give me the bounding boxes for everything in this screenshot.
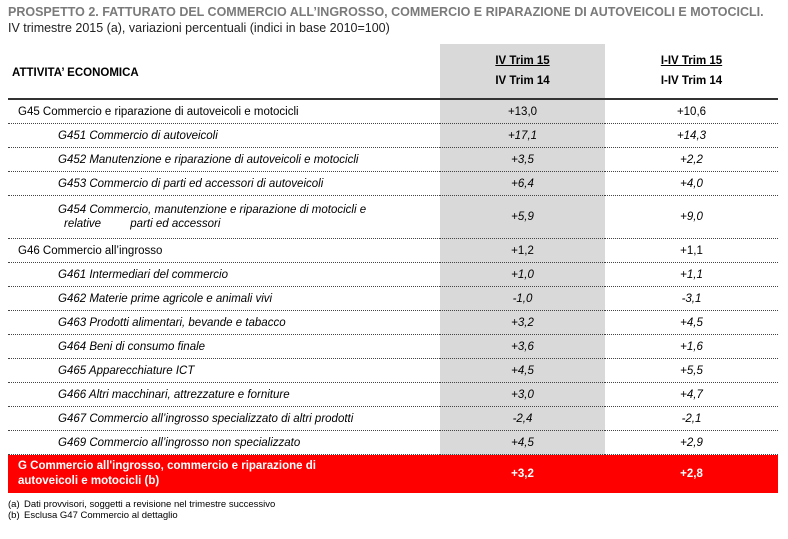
footnote-key: (a) xyxy=(8,499,20,510)
row-value-q: +4,5 xyxy=(440,431,605,455)
header-col2-top: I-IV Trim 15 xyxy=(660,55,723,67)
row-label: G464 Beni di consumo finale xyxy=(8,335,440,359)
table-row xyxy=(8,239,778,263)
row-value-year: +2,2 xyxy=(605,148,778,172)
row-value-year: -3,1 xyxy=(605,287,778,311)
table-row xyxy=(8,311,778,335)
row-value-year: +4,7 xyxy=(605,383,778,407)
header-row xyxy=(8,44,778,99)
row-value-year: +5,5 xyxy=(605,359,778,383)
table-row xyxy=(8,383,778,407)
footnote-text: Esclusa G47 Commercio al dettaglio xyxy=(24,510,178,521)
header-col1-bottom: IV Trim 14 xyxy=(495,75,550,87)
data-table xyxy=(8,44,778,493)
row-value-year: +9,0 xyxy=(605,196,778,239)
row-label: G469 Commercio all’ingrosso non specializzato xyxy=(8,431,440,455)
row-label: G462 Materie prime agricole e animali vivi xyxy=(8,287,440,311)
footnote-text: Dati provvisori, soggetti a revisione nel trimestre successivo xyxy=(24,499,276,510)
title-bold: PROSPETTO 2. FATTURATO DEL COMMERCIO ALL’INGROSSO, COMMERCIO E RIPARAZIONE DI AUTOVEICOLI E MOTOCICLI. xyxy=(8,5,764,19)
row-label: G463 Prodotti alimentari, bevande e tabacco xyxy=(8,311,440,335)
row-value-q: +13,0 xyxy=(440,99,605,124)
total-value-q: +3,2 xyxy=(440,455,605,494)
row-value-q: +3,5 xyxy=(440,148,605,172)
row-value-q: +17,1 xyxy=(440,124,605,148)
footnote xyxy=(8,510,275,521)
row-value-q: +5,9 xyxy=(440,196,605,239)
row-value-year: +1,1 xyxy=(605,263,778,287)
row-value-year: -2,1 xyxy=(605,407,778,431)
title-subtitle: IV trimestre 2015 (a), variazioni percentuali (indici in base 2010=100) xyxy=(8,21,390,35)
total-label xyxy=(8,455,440,494)
footnotes xyxy=(8,499,275,521)
table-row xyxy=(8,148,778,172)
row-label: G461 Intermediari del commercio xyxy=(8,263,440,287)
row-value-year: +1,1 xyxy=(605,239,778,263)
row-value-q: +6,4 xyxy=(440,172,605,196)
row-value-q: +3,0 xyxy=(440,383,605,407)
row-label: G46 Commercio all’ingrosso xyxy=(8,239,440,263)
footnote-key: (b) xyxy=(8,510,20,521)
header-label: ATTIVITA’ ECONOMICA xyxy=(8,44,440,99)
row-label: G466 Altri macchinari, attrezzature e forniture xyxy=(8,383,440,407)
row-value-year: +4,0 xyxy=(605,172,778,196)
total-value-year: +2,8 xyxy=(605,455,778,494)
table-row xyxy=(8,407,778,431)
table-row xyxy=(8,99,778,124)
row-value-year: +2,9 xyxy=(605,431,778,455)
header-col1-top: IV Trim 15 xyxy=(495,55,550,67)
row-value-q: +3,2 xyxy=(440,311,605,335)
table-row xyxy=(8,431,778,455)
table-title xyxy=(8,4,778,36)
table-row xyxy=(8,124,778,148)
row-value-q: +1,0 xyxy=(440,263,605,287)
table-row xyxy=(8,359,778,383)
row-label: G453 Commercio di parti ed accessori di autoveicoli xyxy=(8,172,440,196)
header-col2-bottom: I-IV Trim 14 xyxy=(660,75,723,87)
table-row xyxy=(8,196,778,239)
row-label-line1: G454 Commercio, manutenzione e riparazione di motocicli e xyxy=(58,204,367,216)
header-col2 xyxy=(605,44,778,99)
row-value-q: +3,6 xyxy=(440,335,605,359)
row-value-q: -1,0 xyxy=(440,287,605,311)
total-label-line1: G Commercio all'ingrosso, commercio e riparazione di xyxy=(18,460,316,472)
header-col1 xyxy=(440,44,605,99)
row-value-year: +10,6 xyxy=(605,99,778,124)
total-row xyxy=(8,455,778,494)
table-row xyxy=(8,263,778,287)
row-label-line2a: relative xyxy=(64,218,102,230)
row-value-year: +1,6 xyxy=(605,335,778,359)
table-row xyxy=(8,335,778,359)
total-label-line2: autoveicoli e motocicli (b) xyxy=(18,475,160,487)
row-value-q: -2,4 xyxy=(440,407,605,431)
row-label: G452 Manutenzione e riparazione di autoveicoli e motocicli xyxy=(8,148,440,172)
footnote xyxy=(8,499,275,510)
row-label: G45 Commercio e riparazione di autoveicoli e motocicli xyxy=(8,99,440,124)
row-value-q: +4,5 xyxy=(440,359,605,383)
row-label xyxy=(8,196,440,239)
row-value-q: +1,2 xyxy=(440,239,605,263)
row-value-year: +14,3 xyxy=(605,124,778,148)
row-label-line2b: parti ed accessori xyxy=(130,218,221,230)
row-label: G451 Commercio di autoveicoli xyxy=(8,124,440,148)
row-label: G467 Commercio all’ingrosso specializzato di altri prodotti xyxy=(8,407,440,431)
table-row xyxy=(8,172,778,196)
row-value-year: +4,5 xyxy=(605,311,778,335)
row-label: G465 Apparecchiature ICT xyxy=(8,359,440,383)
table-row xyxy=(8,287,778,311)
